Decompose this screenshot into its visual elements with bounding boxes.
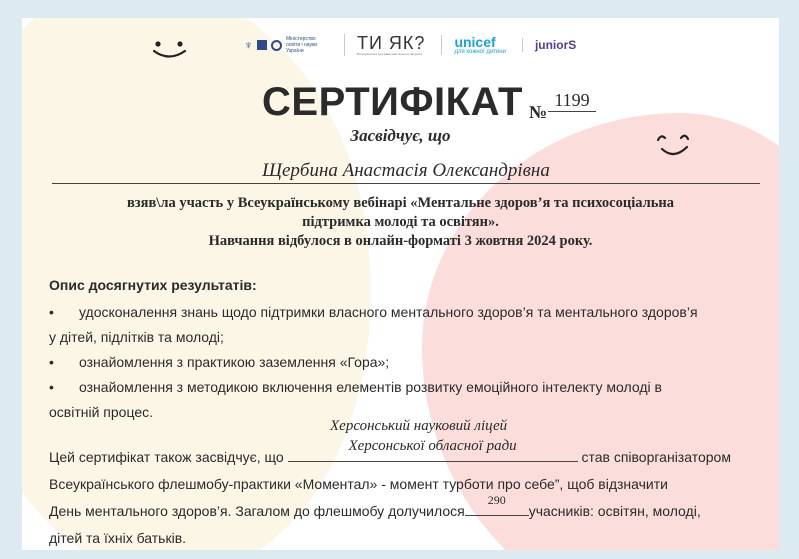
school-fill-line: [288, 438, 578, 462]
juniors-logo: juniorS: [522, 38, 576, 52]
trident-icon: ♆: [244, 38, 253, 52]
participation-text: [32, 194, 769, 251]
co-organizer-paragraph: Цей сертифікат також засвідчує, що Херсонської обласної ради став співорганізатором Всеукраїнського флешмобу-практики «Моментал» - момент турботи про себе”, щоб відзначити День ментального здоров’я. Загалом до флешмобу долучилося 290 учасників: освітян, молоді, дітей та їхніх батьків.: [49, 444, 779, 550]
participants-count: 290: [487, 493, 506, 507]
results-list: [49, 300, 769, 425]
unicef-sub: для кожної дитини: [454, 49, 506, 55]
smiley-icon-left: [150, 38, 190, 62]
number-label: №: [529, 102, 548, 122]
participation-line-1: взяв\ла участь у Всеукраїнському вебінарі «Ментальне здоров’я та психосоціальна: [126, 195, 675, 211]
certificate-title: СЕРТИФІКАТ: [262, 80, 523, 124]
certifies-text: Засвідчує, що: [350, 126, 451, 145]
participation-line-2: підтримка молоді та освітян».: [302, 214, 499, 230]
bullet-icon: •: [49, 379, 54, 395]
unicef-logo: [441, 35, 506, 55]
participants-fill-line: [465, 493, 529, 516]
certificate-card: [22, 18, 779, 550]
ministry-square-icon: [257, 40, 267, 50]
partner-logos: [244, 32, 576, 58]
ministry-circle-icon: [271, 40, 282, 51]
tiaky-main: ТИ ЯК?: [357, 33, 426, 53]
ministry-logo: [244, 36, 328, 54]
bullet-icon: •: [49, 354, 54, 370]
school-name-line-2: Херсонської обласної ради: [348, 438, 517, 454]
ministry-text: Міністерство освіти і науки України: [286, 36, 317, 54]
result-item-continued: у дітей, підлітків та молоді;: [49, 329, 224, 345]
unicef-main: unicef: [454, 34, 496, 50]
tiaky-sub: Всеукраїнська програма ментального здоров'я: [357, 52, 423, 56]
recipient-name: Щербина Анастасія Олександрівна: [52, 160, 760, 184]
result-item: • удосконалення знань щодо підтримки власного ментального здоров’я та ментального здоров’я: [49, 300, 769, 325]
certificate-number: 1199: [548, 90, 596, 112]
results-heading: Опис досягнутих результатів:: [49, 277, 257, 293]
school-name-line-1: Херсонський науковий ліцей: [330, 418, 508, 434]
result-item: • ознайомлення з методикою включення елементів розвитку емоційного інтелекту молоді в: [49, 375, 769, 400]
result-item-continued: освітній процес.: [49, 404, 153, 420]
tiaky-logo: [344, 34, 425, 56]
participation-line-3: Навчання відбулося в онлайн-форматі 3 жовтня 2024 року.: [208, 233, 593, 249]
result-item: • ознайомлення з практикою заземлення «Гора»;: [49, 350, 769, 375]
bullet-icon: •: [49, 304, 54, 320]
